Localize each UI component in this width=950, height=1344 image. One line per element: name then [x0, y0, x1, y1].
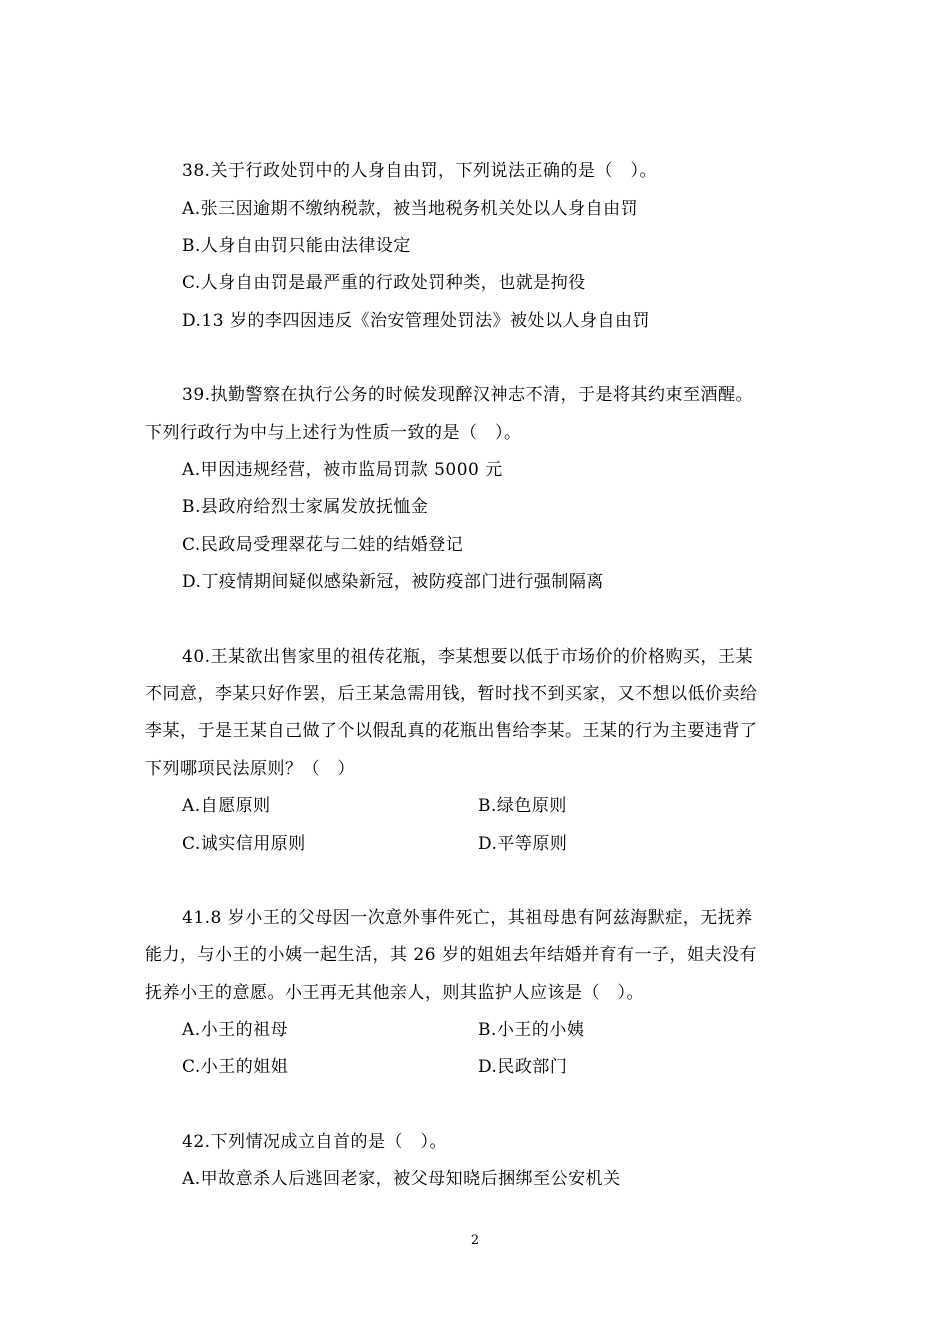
question-38-option-b: B.人身自由罚只能由法律设定	[182, 236, 411, 256]
question-40-stem-line-2: 不同意，李某只好作罢，后王某急需用钱，暂时找不到买家，又不想以低价卖给	[145, 684, 758, 704]
question-40-option-c: C.诚实信用原则	[182, 834, 306, 854]
question-40-option-a: A.自愿原则	[182, 796, 271, 816]
question-39-stem-line-2: 下列行政行为中与上述行为性质一致的是（ ）。	[145, 423, 522, 443]
question-40-option-b: B.绿色原则	[478, 796, 567, 816]
question-38-option-c: C.人身自由罚是最严重的行政处罚种类，也就是拘役	[182, 273, 586, 293]
question-41-option-c: C.小王的姐姐	[182, 1057, 289, 1077]
question-40-stem-line-4: 下列哪项民法原则？（ ）	[145, 759, 355, 779]
question-42-stem: 42.下列情况成立自首的是（ ）。	[182, 1132, 448, 1152]
question-41-option-b: B.小王的小姨	[478, 1020, 585, 1040]
question-39-option-d: D.丁疫情期间疑似感染新冠，被防疫部门进行强制隔离	[182, 572, 604, 592]
page-number: 2	[470, 1233, 480, 1248]
question-40-stem-line-3: 李某，于是王某自己做了个以假乱真的花瓶出售给李某。王某的行为主要违背了	[145, 721, 758, 741]
question-38-option-d: D.13 岁的李四因违反《治安管理处罚法》被处以人身自由罚	[182, 311, 650, 331]
question-41-stem-line-1: 41.8 岁小王的父母因一次意外事件死亡，其祖母患有阿兹海默症，无抚养	[182, 908, 753, 928]
question-41-stem-line-2: 能力，与小王的小姨一起生活，其 26 岁的姐姐去年结婚并育有一子，姐夫没有	[145, 945, 757, 965]
question-41-option-d: D.民政部门	[478, 1057, 568, 1077]
question-39-option-a: A.甲因违规经营，被市监局罚款 5000 元	[182, 460, 503, 480]
question-39-stem-line-1: 39.执勤警察在执行公务的时候发现醉汉神志不清，于是将其约束至酒醒。	[182, 385, 754, 405]
question-38-option-a: A.张三因逾期不缴纳税款，被当地税务机关处以人身自由罚	[182, 199, 639, 219]
question-41-option-a: A.小王的祖母	[182, 1020, 289, 1040]
question-38-stem: 38.关于行政处罚中的人身自由罚，下列说法正确的是（ ）。	[182, 161, 658, 181]
question-39-option-c: C.民政局受理翠花与二娃的结婚登记	[182, 535, 464, 555]
question-39-option-b: B.县政府给烈士家属发放抚恤金	[182, 497, 429, 517]
question-41-stem-line-3: 抚养小王的意愿。小王再无其他亲人，则其监护人应该是（ ）。	[145, 983, 644, 1003]
question-40-option-d: D.平等原则	[478, 834, 568, 854]
question-42-option-a: A.甲故意杀人后逃回老家，被父母知晓后捆绑至公安机关	[182, 1169, 621, 1189]
question-40-stem-line-1: 40.王某欲出售家里的祖传花瓶，李某想要以低于市场价的价格购买，王某	[182, 647, 754, 667]
